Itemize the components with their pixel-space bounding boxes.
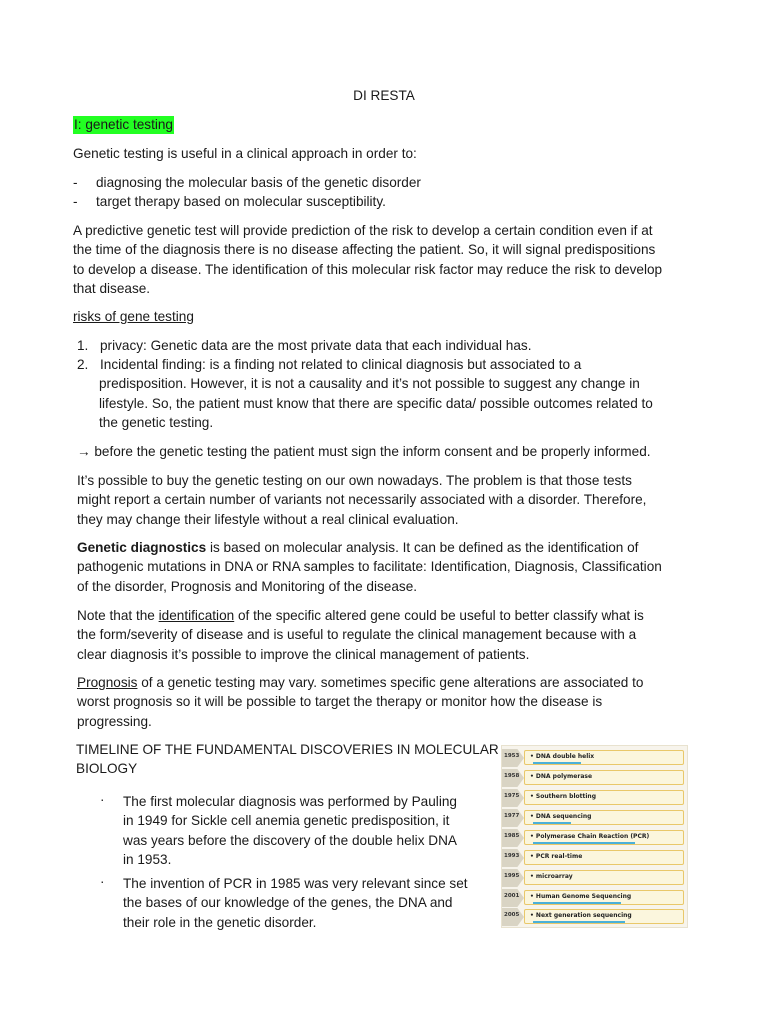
timeline-year: 2005 [504,912,520,918]
heading-line: TIMELINE OF THE FUNDAMENTAL DISCOVERIES IN MOLECULAR [76,742,499,757]
bullet-mark: · [100,792,105,807]
timeline-row [502,789,687,807]
paragraph-genetic-diagnostics [77,538,702,596]
item-text: Incidental finding: is a finding not related to clinical diagnosis but associated to a [100,357,582,372]
timeline-row [502,869,687,887]
timeline-row [502,809,687,827]
timeline-year: 1985 [504,833,520,839]
heading-line: BIOLOGY [76,761,138,777]
paragraph-line: the time of the diagnosis there is no disease affecting the patient. So, it will signal predispositions [73,242,656,258]
item-number: 2. [77,357,89,372]
timeline-graphic [501,745,688,928]
paragraph-diy-testing [77,471,702,529]
paragraph-line: might report a certain number of variants not necessarily associated with a disorder. Therefore, [77,492,647,508]
paragraph-identification [77,606,702,664]
timeline-label: • Southern blotting [530,793,596,800]
paragraph-line: of the disorder, Prognosis and Monitoring of the disease. [77,578,418,594]
timeline-label: • DNA double helix [530,753,595,760]
timeline-label: • Polymerase Chain Reaction (PCR) [530,833,650,840]
timeline-row [502,908,687,926]
item-number: 1. [77,338,89,353]
paragraph-line: Genetic diagnostics is based on molecular analysis. It can be defined as the identification of [77,540,639,555]
timeline-row [502,829,687,847]
document-page: DI RESTA I: genetic testing Genetic testing is useful in a clinical approach in order to: - diagnosing the molecular basis of the genetic disorder - target therapy based on molecular susceptibility. A predictive genetic test will provide prediction of the risk to develop a certain condition even if at the time of the diagnosis there is no disease affecting the patient. So, it will signal predispositions to develop a disease. The identification of this molecular risk factor may reduce the risk to develop that disease. risks of gene testing 1. privacy: Genetic data are the most private data that each individual has. 2. Incidental finding: is a finding not related to clinical diagnosis but associated to a predisposition. However, it is not a causality and it’s not possible to suggest any change in lifestyle. So, the patient must know that there are specific data/ possible outcomes related to the genetic testing. → before the genetic testing the patient must sign the inform consent and be properly informed. It’s possible to buy the genetic testing on our own nowadays. The problem is that those tests might report a certain number of variants not necessarily associated with a disorder. Therefore, they may change their lifestyle without a real clinical evaluation. Genetic diagnostics is based on molecular analysis. It can be defined as the identification of pathogenic mutations in DNA or RNA samples to facilitate: Identification, Diagnosis, Classification of the disorder, Prognosis and Monitoring of the disease. Note that the identification of the specific altered gene could be useful to better classify what is the form/severity of disease and is useful to regulate the clinical management because with a clear diagnosis it’s possible to improve the clinical management of patients. Prognosis of a genetic testing may vary. sometimes specific gene alterations are associated to worst prognosis so it will be possible to target the therapy or monitor how the disease is progressing. TIMELINE OF THE FUNDAMENTAL DISCOVERIES IN MOLECULAR BIOLOGY · The first molecular diagnosis was performed by Pauling in 1949 for Sickle cell anemia genetic predisposition, it was years before the discovery of the double helix DNA in 1953. · The invention of PCR in 1985 was very relevant since set the bases of our knowledge of the genes, the DNA and their role in the genetic disorder. 1953 • DNA double helix 1958 • DNA polymerase 1975 • Southern blotting 1977 • DNA sequencing 1985 • Polymerase Chain Reaction (PCR) 1993 • PCR real-time 1995 • microarray 2001 • Human Genome Sequencing 2005 • Next generation sequencing [0,0,768,1024]
paragraph-line: clear diagnosis it’s possible to improve the clinical management of patients. [77,646,530,662]
paragraph-line: progressing. [77,713,152,729]
paragraph-line: they may change their lifestyle without a real clinical evaluation. [77,511,459,527]
timeline-year: 2001 [504,893,520,899]
paragraph-line: pathogenic mutations in DNA or RNA samples to facilitate: Identification, Diagnosis, Classification [77,559,662,575]
item-text: privacy: Genetic data are the most private data that each individual has. [100,338,532,353]
timeline-year: 1975 [504,793,520,799]
bullet-mark: · [100,874,105,889]
timeline-label: • DNA polymerase [530,773,593,780]
arrow-icon: → [77,444,91,459]
timeline-label: • Human Genome Sequencing [530,893,632,900]
consent-text: before the genetic testing the patient must sign the inform consent and be properly informed. [90,444,651,459]
timeline-label: • DNA sequencing [530,813,592,820]
paragraph-line: to develop a disease. The identification of this molecular risk factor may reduce the risk to develop [73,261,663,277]
paragraph-prognosis [77,673,702,731]
item-text-continued: predisposition. However, it is not a causality and it’s not possible to suggest any change in [99,376,640,391]
timeline-year: 1995 [504,873,520,879]
timeline-row [502,749,687,767]
paragraph-line: the form/severity of disease and is useful to regulate the clinical management because with a [77,627,637,643]
bold-term: Genetic diagnostics [77,540,207,555]
paragraph-line: that disease. [73,280,151,296]
paragraph-line: A predictive genetic test will provide prediction of the risk to develop a certain condition even if at [73,223,653,238]
intro-text: Genetic testing is useful in a clinical approach in order to: [73,146,417,161]
timeline-row [502,889,687,907]
paragraph-predictive-test [73,221,698,298]
consent-note [77,442,651,461]
dash-item-text: diagnosing the molecular basis of the genetic disorder [96,175,421,190]
timeline-label: • PCR real-time [530,853,583,860]
timeline-year: 1977 [504,813,520,819]
section-heading [73,115,174,134]
timeline-label: • microarray [530,873,573,880]
dash-item-text: target therapy based on molecular susceptibility. [96,194,386,209]
paragraph-line: worst prognosis so it will be possible to target the therapy or monitor how the disease is [77,694,603,710]
timeline-row [502,849,687,867]
highlighted-heading: I: genetic testing [74,117,173,132]
paragraph-line: It’s possible to buy the genetic testing on our own nowadays. The problem is that those tests [77,473,632,488]
bullet-text: The first molecular diagnosis was performed by Pauling in 1949 for Sickle cell anemia genetic predisposition, it was years before the discovery of the double helix DNA in 1953. [123,794,457,867]
risks-heading: risks of gene testing [73,309,194,324]
underlined-term: identification [158,608,235,623]
paragraph-line: Note that the identification of the specific altered gene could be useful to better classify what is [77,608,644,623]
underlined-term: Prognosis [77,675,138,690]
document-title: DI RESTA [353,88,415,103]
paragraph-line: Prognosis of a genetic testing may vary. sometimes specific gene alterations are associated to [77,675,644,690]
timeline-year: 1993 [504,853,520,859]
item-text-continued: the genetic testing. [99,415,214,430]
timeline-year: 1958 [504,773,520,779]
timeline-label: • Next generation sequencing [530,912,632,919]
bullet-text: The invention of PCR in 1985 was very relevant since set the bases of our knowledge of the genes, the DNA and their role in the genetic disorder. [123,876,468,930]
timeline-year: 1953 [504,753,520,759]
item-text-continued: lifestyle. So, the patient must know that there are specific data/ possible outcomes related to [99,396,653,411]
timeline-row [502,769,687,787]
